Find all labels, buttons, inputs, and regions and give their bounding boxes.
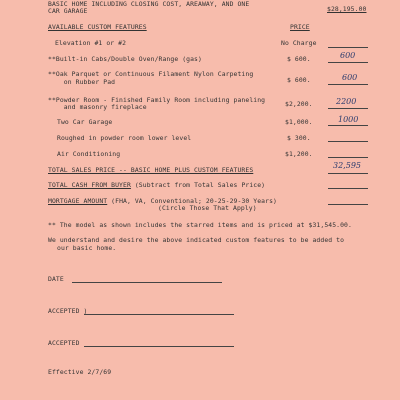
total-cash-line (328, 188, 368, 189)
date-label: DATE (48, 275, 64, 283)
price-column-header: PRICE (290, 23, 310, 31)
item-price-elevation: No Charge (281, 39, 317, 47)
total-sales-label: TOTAL SALES PRICE -- BASIC HOME PLUS CUSTOM FEATURES (48, 166, 254, 174)
mortgage-line (328, 204, 368, 205)
handwritten-amount-oven: 600 (340, 51, 356, 60)
item-price-garage: $1,000. (285, 118, 313, 126)
mortgage-label: MORTGAGE AMOUNT (48, 197, 108, 205)
item-label-garage: Two Car Garage (57, 118, 113, 126)
item-line (328, 47, 368, 48)
accepted-line-2 (84, 346, 234, 347)
item-label-powder-room-cont: and masonry fireplace (48, 103, 147, 111)
starred-items-note: ** The model as shown includes the starred items and is priced at $31,545.00. (48, 221, 352, 229)
effective-date: Effective 2/7/69 (48, 368, 112, 376)
item-price-powder-room: $2,200. (285, 100, 313, 108)
handwritten-amount-carpeting: 600 (342, 73, 358, 82)
item-price-carpeting: $ 600. (287, 76, 311, 84)
accepted-line-1 (84, 314, 234, 315)
header-line-2: CAR GARAGE (48, 7, 88, 15)
base-price: $28,195.00 (327, 5, 367, 13)
total-cash-row (48, 182, 265, 189)
item-label-powder-room: **Powder Room - Finished Family Room including paneling (48, 96, 266, 104)
item-label-carpeting: **Oak Parquet or Continuous Filament Nylon Carpeting (48, 70, 254, 78)
item-label-rough-in: Roughed in powder room lower level (57, 134, 192, 142)
item-label-elevation: Elevation #1 or #2 (55, 39, 127, 47)
handwritten-total-sales: 32,595 (333, 161, 361, 170)
item-line (328, 62, 368, 63)
item-line (328, 125, 368, 126)
item-price-air-conditioning: $1,200. (285, 150, 313, 158)
mortgage-circle-note: (Circle Those That Apply) (158, 204, 257, 212)
item-line (328, 84, 368, 85)
item-label-oven: **Built-in Cabs/Double Oven/Range (gas) (48, 55, 202, 63)
item-line (328, 141, 368, 142)
total-cash-note: (Subtract from Total Sales Price) (134, 181, 266, 189)
handwritten-amount-powder-room: 2200 (336, 97, 357, 106)
agreement-note: We understand and desire the above indicated custom features to be added to (48, 236, 345, 244)
total-cash-label: TOTAL CASH FROM BUYER (48, 181, 131, 189)
item-line (328, 108, 368, 109)
header-line-1: BASIC HOME INCLUDING CLOSING COST, AREAWAY, AND ONE (48, 0, 250, 8)
mortgage-terms: (FHA, VA, Conventional; 20-25-29-30 Years) (111, 197, 277, 205)
agreement-note-cont: our basic home. (57, 244, 117, 252)
features-column-header: AVAILABLE CUSTOM FEATURES (48, 23, 147, 31)
accepted-label-2: ACCEPTED (48, 339, 80, 347)
total-sales-line (328, 173, 368, 174)
accepted-label-1: ACCEPTED ) (48, 307, 88, 315)
item-price-rough-in: $ 300. (287, 134, 311, 142)
item-label-air-conditioning: Air Conditioning (57, 150, 121, 158)
item-label-carpeting-cont: on Rubber Pad (48, 78, 116, 86)
item-price-oven: $ 600. (287, 55, 311, 63)
item-line (328, 157, 368, 158)
handwritten-amount-garage: 1000 (338, 115, 359, 124)
date-line (72, 282, 222, 283)
